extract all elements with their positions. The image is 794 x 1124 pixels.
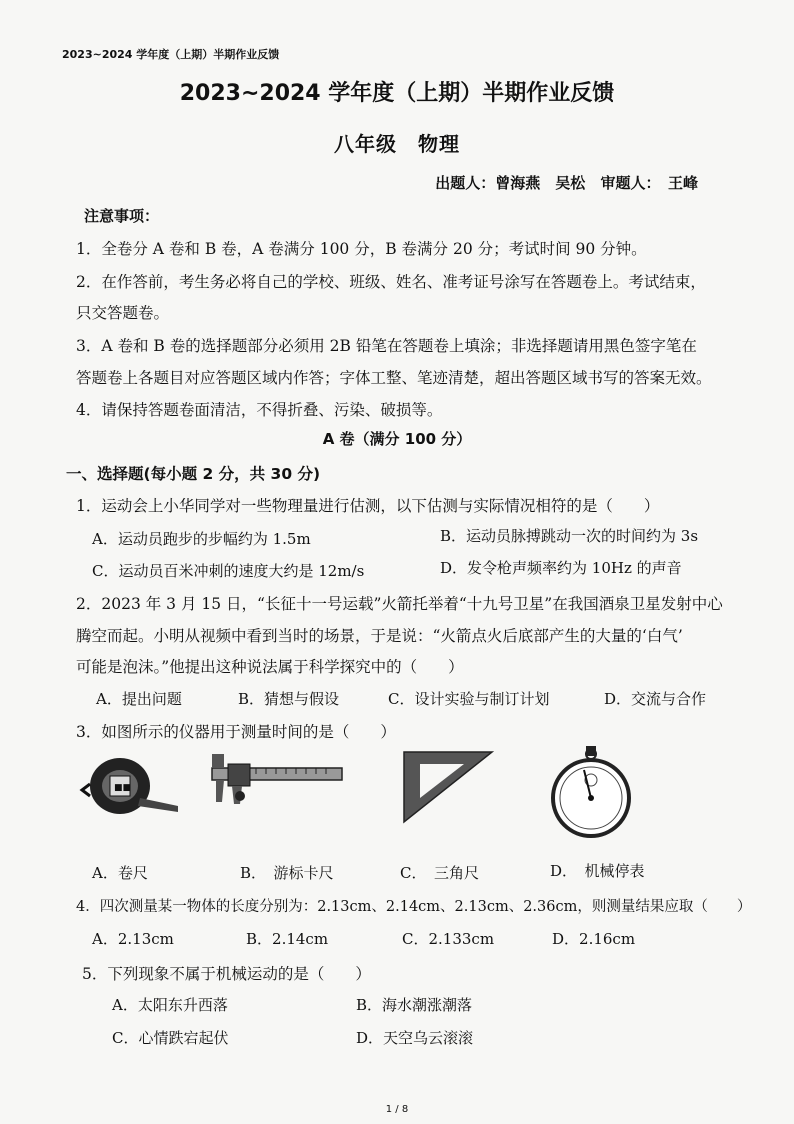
q5-option-c: C．心情跌宕起伏 [112,1029,229,1047]
q5-option-d: D．天空乌云滚滚 [356,1029,474,1047]
note-line: 答题卷上各题目对应答题区域内作答；字体工整、笔迹清楚，超出答题区域书写的答案无效。 [76,369,712,387]
page-number: 1 / 8 [385,1104,409,1115]
page-title: 2023~2024 学年度（上期）半期作业反馈 [179,81,615,106]
note-line: 3．A 卷和 B 卷的选择题部分必须用 2B 铅笔在答题卷上填涂；非选择题请用黑色签字笔在 [76,337,697,355]
section-a-heading: A 卷（满分 100 分） [322,430,472,448]
q2-option-c: C．设计实验与制订计划 [388,690,550,708]
notes-heading: 注意事项： [84,207,160,225]
q4-option-a: A．2.13cm [92,930,174,948]
q1-option-c: C．运动员百米冲刺的速度大约是 12m/s [92,562,365,580]
note-line: 1．全卷分 A 卷和 B 卷，A 卷满分 100 分，B 卷满分 20 分；考试时间 90 分钟。 [76,240,647,258]
part1-heading: 一、选择题(每小题 2 分，共 30 分) [66,465,321,483]
setters: 出题人：曾海燕 吴松 [435,174,586,192]
subtitle: 八年级 物理 [334,132,460,156]
svg-text:■■: ■■ [114,783,132,793]
running-header: 2023~2024 学年度（上期）半期作业反馈 [62,48,280,61]
reviewer: 审题人： 王峰 [600,174,698,192]
q2-option-a: A．提出问题 [96,690,182,708]
q3-option-a: A．卷尺 [92,864,148,882]
q5-option-a: A．太阳东升西落 [112,996,228,1014]
q1-option-a: A．运动员跑步的步幅约为 1.5m [92,530,311,548]
q2-option-b: B．猜想与假设 [238,690,340,708]
q2-stem-1: 2．2023 年 3 月 15 日，“长征十一号运载”火箭托举着“十九号卫星”在我国酒泉卫星发射中心 [76,595,723,613]
set-square-icon [398,748,498,828]
q1-option-d: D．发令枪声频率约为 10Hz 的声音 [440,559,682,577]
q3-stem: 3．如图所示的仪器用于测量时间的是（ ） [76,723,396,741]
stopwatch-icon [546,744,636,840]
vernier-caliper-icon [206,750,346,810]
tape-measure-icon [78,750,186,822]
note-line: 只交答题卷。 [76,304,170,322]
q5-option-b: B．海水潮涨潮落 [356,996,473,1014]
q3-option-d: D． 机械停表 [550,862,645,880]
note-line: 4．请保持答题卷面清洁，不得折叠、污染、破损等。 [76,401,443,419]
q1-option-b: B．运动员脉搏跳动一次的时间约为 3s [440,527,699,545]
q2-stem-2: 腾空而起。小明从视频中看到当时的场景，于是说：“火箭点火后底部产生的大量的‘白气’ [76,627,683,645]
q5-stem: 5．下列现象不属于机械运动的是（ ） [82,965,371,983]
q1-stem: 1．运动会上小华同学对一些物理量进行估测，以下估测与实际情况相符的是（ ） [76,497,660,515]
note-line: 2．在作答前，考生务必将自己的学校、班级、姓名、准考证号涂写在答题卷上。考试结束， [76,273,706,291]
authors-line [425,172,698,193]
q2-option-d: D．交流与合作 [604,690,707,708]
q3-option-c: C． 三角尺 [400,864,479,882]
q4-option-c: C．2.133cm [402,930,495,948]
q4-stem: 4．四次测量某一物体的长度分别为：2.13cm、2.14cm、2.13cm、2.36cm，则测量结果应取（ ） [76,899,752,915]
q4-option-d: D．2.16cm [552,930,636,948]
q2-stem-3: 可能是泡沫。”他提出这种说法属于科学探究中的（ ） [76,658,464,676]
q4-option-b: B．2.14cm [246,930,329,948]
q3-option-b: B． 游标卡尺 [240,864,334,882]
